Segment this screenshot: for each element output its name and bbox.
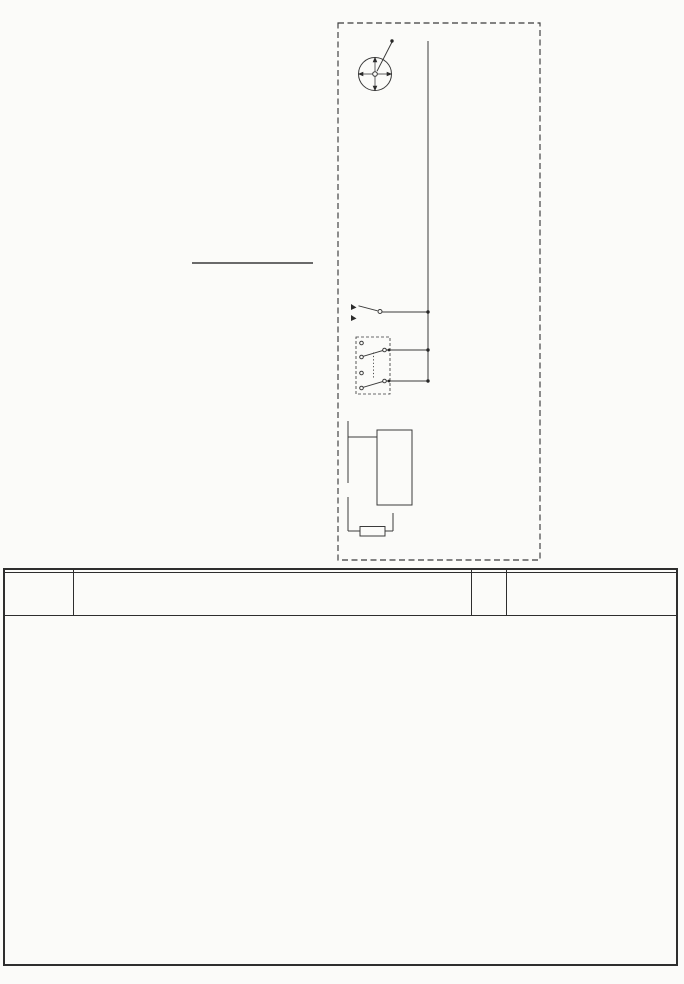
parts-table <box>3 568 678 966</box>
switch-sa3 <box>356 337 430 394</box>
sa3-dashed-frame <box>356 337 390 394</box>
kyus-box <box>377 430 412 505</box>
rus-dashed-box <box>338 23 540 560</box>
switch-sa4-knob <box>348 421 412 536</box>
switch-sa1 <box>358 39 394 91</box>
switch-sa2 <box>351 304 430 321</box>
table-double-border <box>5 572 676 573</box>
header-pos <box>5 570 74 616</box>
header-name <box>74 570 472 616</box>
header-note <box>507 570 676 616</box>
resistor-r1 <box>360 527 385 537</box>
parts-table-header <box>5 570 676 616</box>
header-qty <box>472 570 507 616</box>
